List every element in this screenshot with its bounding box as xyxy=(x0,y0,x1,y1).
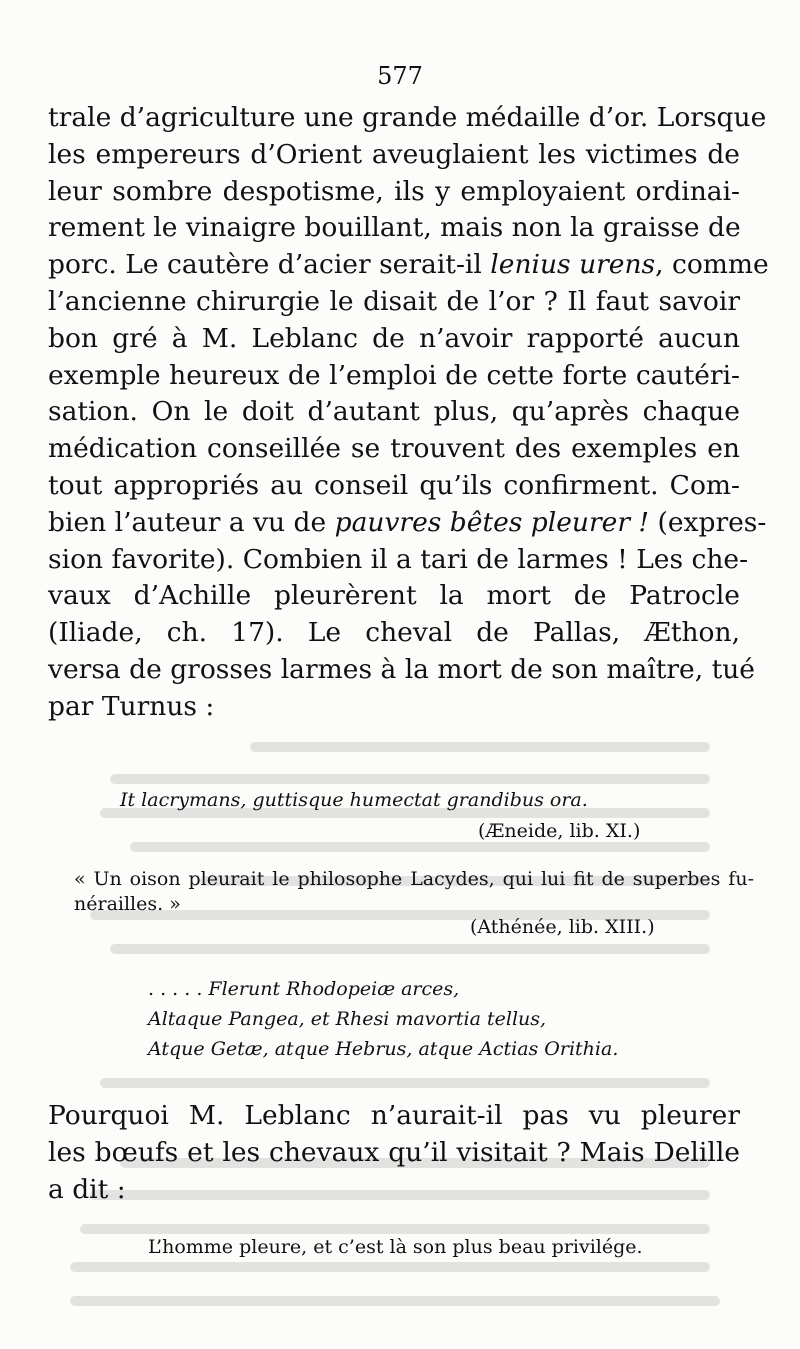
latin-quotation: It lacrymans, guttisque humectat grandibus ora. xyxy=(120,789,588,811)
text-run: , comme xyxy=(655,249,769,281)
text-run: rement le vinaigre bouillant, mais non la graisse de xyxy=(48,212,741,244)
text-run: médication conseillée se trouvent des exemples en xyxy=(48,433,740,465)
text-line: Pourquoi M. Leblanc n’aurait-il pas vu pleurer xyxy=(48,1100,740,1131)
verse-line: Altaque Pangea, et Rhesi mavortia tellus, xyxy=(148,1008,547,1030)
text-line xyxy=(48,100,767,137)
text-run: sion favorite). Combien il a tari de larmes ! Les che- xyxy=(48,543,749,575)
text-run: versa de grosses larmes à la mort de son maître, tué xyxy=(48,653,755,685)
text-line xyxy=(48,542,749,579)
text-run: les empereurs d’Orient aveuglaient les victimes de xyxy=(48,138,740,170)
text-run: vaux d’Achille pleurèrent la mort de Patrocle xyxy=(48,580,740,612)
verse-line: Atque Getæ, atque Hebrus, atque Actias Orithia. xyxy=(148,1038,619,1060)
verse-line: . . . . . Flerunt Rhodopeiæ arces, xyxy=(148,978,460,1000)
text-run: tout appropriés au conseil qu’ils confirment. Com- xyxy=(48,469,740,501)
text-line xyxy=(48,137,740,174)
text-line xyxy=(48,321,740,358)
text-line xyxy=(48,174,740,211)
text-line xyxy=(48,689,740,726)
text-run: par Turnus : xyxy=(48,690,215,722)
text-line xyxy=(48,615,740,652)
paragraph-main xyxy=(48,100,769,726)
text-run: bon gré à M. Leblanc de n’avoir rapporté aucun xyxy=(48,322,740,354)
text-line: les bœufs et les chevaux qu’il visitait ? Mais Delille xyxy=(48,1136,740,1168)
text-run: trale d’agriculture une grande médaille d’or. Lorsque xyxy=(48,102,767,133)
french-quotation-line1: « Un oison pleurait le philosophe Lacydes, qui lui fit de superbes fu- xyxy=(74,868,754,890)
text-run: exemple heureux de l’emploi de cette forte cautéri- xyxy=(48,359,740,391)
italic-phrase: pauvres bêtes pleurer ! xyxy=(334,506,650,538)
text-line xyxy=(48,652,755,689)
text-line xyxy=(48,505,767,542)
text-run: bien l’auteur a vu de xyxy=(48,506,335,538)
text-line xyxy=(48,431,740,468)
text-line xyxy=(48,394,740,431)
text-line xyxy=(48,468,740,505)
text-run: sation. On le doit d’autant plus, qu’après chaque xyxy=(48,396,740,428)
text-run: porc. Le cautère d’acier serait-il xyxy=(48,249,491,281)
text-run: l’ancienne chirurgie le disait de l’or ? Il faut savoir xyxy=(48,285,740,317)
latin-quotation-source: (Æneide, lib. XI.) xyxy=(478,820,641,842)
page-number: 577 xyxy=(377,62,423,90)
text-line xyxy=(48,247,769,284)
italic-phrase: lenius urens xyxy=(490,249,656,281)
text-line xyxy=(48,284,740,321)
paragraph-second xyxy=(48,1098,740,1208)
text-line: a dit : xyxy=(48,1173,126,1205)
text-run: (expres- xyxy=(649,506,767,538)
delille-verse: L’homme pleure, et c’est là son plus beau privilége. xyxy=(148,1236,643,1258)
french-quotation-source: (Athénée, lib. XIII.) xyxy=(470,916,655,938)
text-line xyxy=(48,210,740,247)
french-quotation-line2: nérailles. » xyxy=(74,893,181,915)
text-run: leur sombre despotisme, ils y employaient ordinai- xyxy=(48,175,740,207)
text-line xyxy=(48,358,740,395)
text-line xyxy=(48,578,740,615)
text-run: (Iliade, ch. 17). Le cheval de Pallas, Æthon, xyxy=(48,617,740,649)
